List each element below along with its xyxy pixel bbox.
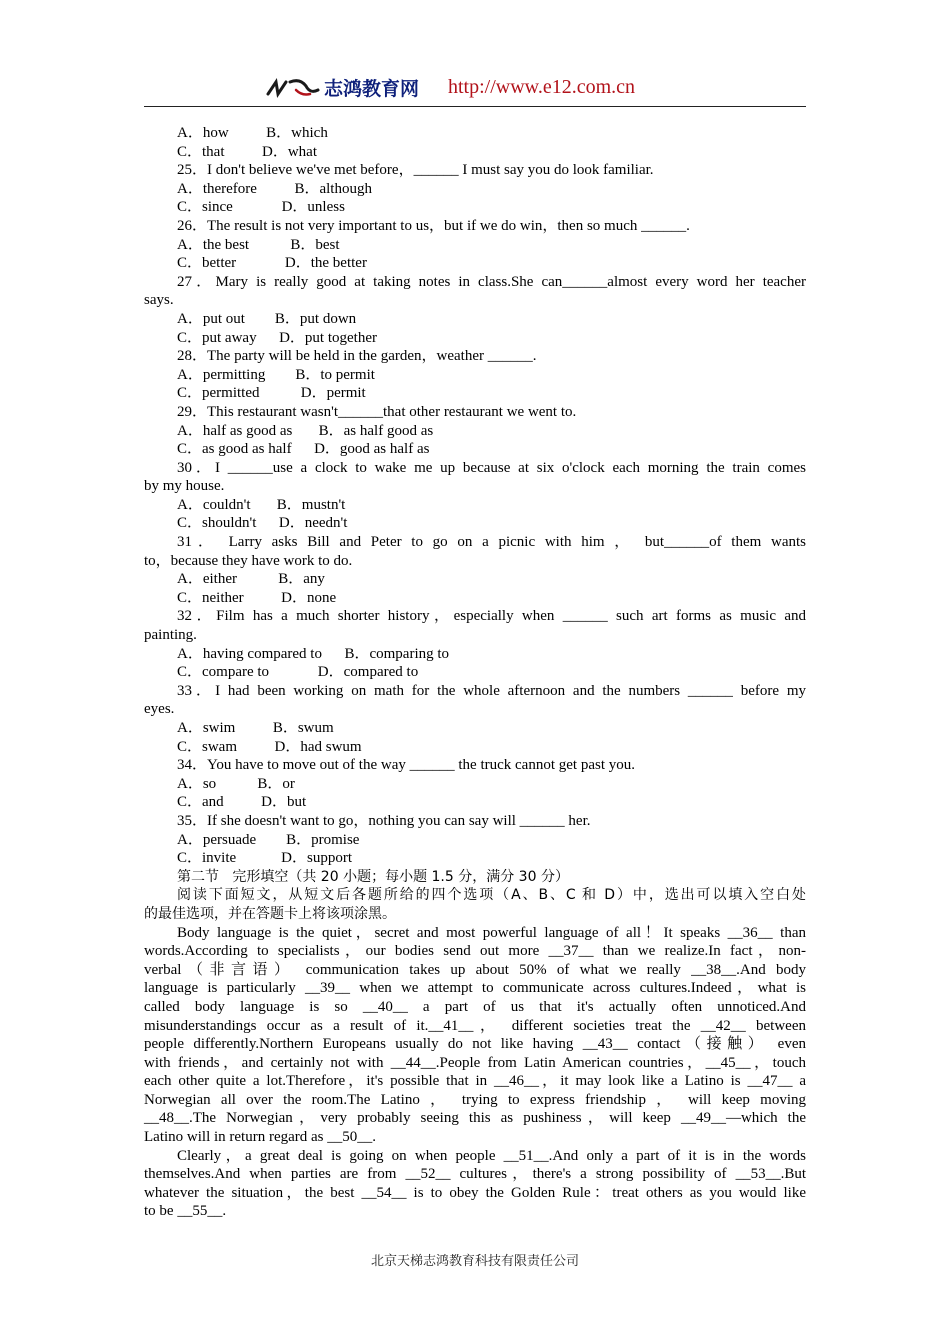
text-line: A．half as good as B．as half good as: [177, 422, 434, 439]
text-line: C．that D．what: [177, 143, 317, 160]
text-line: 32．Film has a much shorter history，especially when ______ such art forms as music and: [177, 608, 806, 625]
text-line: Norwegian all over the room.The Latino ， trying to express friendship ， will keep moving: [144, 1091, 806, 1108]
site-logo[interactable]: [266, 74, 666, 102]
text-line: says.: [144, 292, 174, 309]
text-line: Latino will in return regard as __50__.: [144, 1129, 377, 1146]
text-line: C．since D．unless: [177, 199, 345, 216]
text-line: whatever the situation，the best __54__ is to obey the Golden Rule：treat others as you would like: [144, 1184, 806, 1201]
text-line: to be __55__.: [144, 1203, 227, 1220]
text-line: 31． Larry asks Bill and Peter to go on a picnic with him ， but______of them wants: [177, 534, 806, 551]
text-line: C．put away D．put together: [177, 329, 377, 346]
text-line: to，because they have work to do.: [144, 552, 353, 569]
text-line: language is particularly __39__ when we attempt to communicate across cultures.Indeed，what is: [144, 980, 806, 997]
text-line: C．compare to D．compared to: [177, 664, 419, 681]
page-footer: 北京天梯志鸿教育科技有限责任公司: [370, 1254, 579, 1269]
text-line: C．shouldn't D．needn't: [177, 515, 348, 532]
text-line: A．couldn't B．mustn't: [177, 496, 346, 513]
text-line: words.According to specialists，our bodies send out more __37__ than we realize.In fact，non-: [144, 943, 806, 960]
document-body: [144, 124, 806, 1221]
text-line: A．so B．or: [177, 775, 295, 792]
text-line: 的最佳选项，并在答题卡上将该项涂黑。: [144, 905, 396, 922]
text-line: eyes.: [144, 701, 175, 718]
text-line: C．as good as half D．good as half as: [177, 441, 430, 458]
text-line: C．and D．but: [177, 794, 307, 811]
text-line: Clearly，a great deal is going on when people __51__.And only a part of it is in the words: [177, 1147, 806, 1164]
text-line: 27．Mary is really good at taking notes in class.She can______almost every word her teacher: [177, 273, 806, 290]
text-line: verbal（非言语） communication takes up about 50% of what we really __38__.And body: [144, 961, 806, 978]
text-line: A．how B．which: [177, 125, 328, 141]
text-line: themselves.And when parties are from __52__ cultures，there's a strong possibility of __53__.But: [144, 1166, 806, 1183]
text-line: A．the best B．best: [177, 236, 340, 253]
site-url-link[interactable]: http://www.e12.com.cn: [448, 76, 636, 98]
text-line: people differently.Northern Europeans usually do not like having __43__ contact（接触） even: [144, 1036, 806, 1053]
text-line: C．neither D．none: [177, 589, 337, 606]
text-line: with friends，and certainly not with __44__.People from Latin American countries，__45__，touch: [144, 1054, 806, 1071]
text-line: A．permitting B．to permit: [177, 366, 375, 383]
text-line: painting.: [144, 627, 197, 644]
text-line: A．put out B．put down: [177, 310, 357, 327]
text-line: each other quite a lot.Therefore，it's possible that in __46__，it may look like a Latino is __47__ a: [144, 1073, 806, 1090]
text-line: 26．The result is not very important to us，but if we do win，then so much ______.: [177, 217, 690, 234]
text-line: __48__.The Norwegian，very probably seeing this as pushiness，will keep __49__—which the: [144, 1110, 806, 1127]
text-line: 35．If she doesn't want to go，nothing you can say will ______ her.: [177, 812, 591, 829]
text-line: 阅读下面短文，从短文后各题所给的四个选项（A、B、C 和 D）中，选出可以填入空白处: [177, 887, 806, 904]
logo-swoosh-icon: [266, 76, 322, 100]
text-line: 33．I had been working on math for the whole afternoon and the numbers ______ before my: [177, 682, 806, 699]
text-line: misunderstandings occur as a result of it.__41__， different societies treat the __42__ between: [144, 1017, 806, 1034]
site-brand-name: 志鸿教育网: [324, 78, 420, 100]
text-line: A．therefore B．although: [177, 180, 372, 197]
text-line: C．permitted D．permit: [177, 385, 366, 402]
text-line: C．swam D．had swum: [177, 738, 362, 755]
text-line: A．having compared to B．comparing to: [177, 645, 450, 662]
text-line: C．invite D．support: [177, 850, 352, 867]
text-line: 第二节 完形填空（共 20 小题；每小题 1.5 分，满分 30 分）: [177, 868, 569, 885]
text-line: A．swim B．swum: [177, 720, 334, 736]
text-line: C．better D．the better: [177, 255, 367, 272]
text-line: Body language is the quiet，secret and most powerful language of all！It speaks __36__ than: [177, 924, 806, 941]
text-line: A．persuade B．promise: [177, 831, 360, 848]
text-line: called body language is so __40__ a part of us that it's actually often unnoticed.And: [144, 998, 806, 1015]
text-line: 30．I ______use a clock to wake me up because at six o'clock each morning the train comes: [177, 459, 806, 476]
text-line: by my house.: [144, 478, 225, 495]
text-line: 29．This restaurant wasn't______that other restaurant we went to.: [177, 403, 577, 420]
text-line: 28．The party will be held in the garden，weather ______.: [177, 348, 537, 365]
text-line: 34．You have to move out of the way ______ the truck cannot get past you.: [177, 757, 635, 774]
text-line: A．either B．any: [177, 571, 325, 588]
page-header: [144, 70, 806, 107]
text-line: 25．I don't believe we've met before，______ I must say you do look familiar.: [177, 162, 654, 179]
